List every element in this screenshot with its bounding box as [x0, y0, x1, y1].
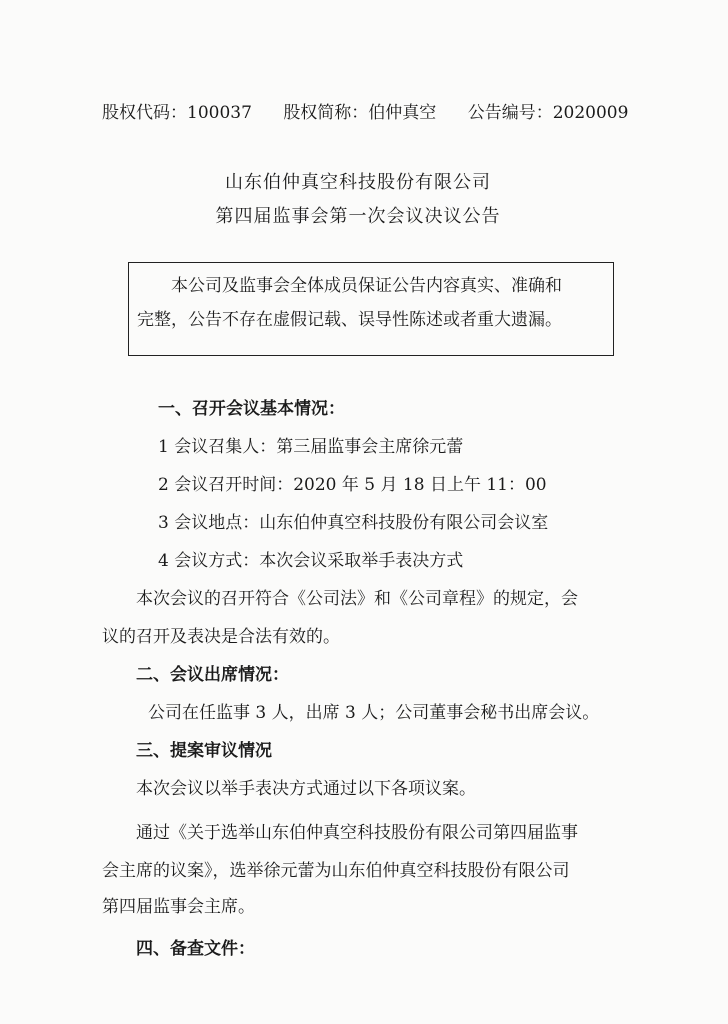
- resolution-paragraph-line-3: 第四届监事会主席。: [102, 897, 255, 917]
- legality-paragraph-line-2: 议的召开及表决是合法有效的。: [102, 627, 340, 647]
- section-3-heading: 三、提案审议情况: [136, 741, 272, 761]
- resolution-paragraph-line-2: 会主席的议案》，选举徐元蕾为山东伯仲真空科技股份有限公司: [102, 861, 570, 881]
- section-2-heading: 二、会议出席情况：: [136, 665, 289, 685]
- section-1-heading: 一、召开会议基本情况：: [158, 399, 345, 419]
- guarantee-notice-box: [128, 262, 614, 356]
- attendance-text: 公司在任监事 3 人，出席 3 人；公司董事会秘书出席会议。: [148, 703, 600, 723]
- announcement-title: 第四届监事会第一次会议决议公告: [215, 206, 501, 227]
- notice-line-2: 完整，公告不存在虚假记载、误导性陈述或者重大遗漏。: [137, 310, 562, 330]
- meeting-convener: 1 会议召集人：第三届监事会主席徐元蕾: [158, 437, 464, 457]
- voting-text: 本次会议以举手表决方式通过以下各项议案。: [136, 779, 476, 799]
- company-title: 山东伯仲真空科技股份有限公司: [225, 172, 491, 193]
- stock-name: 股权简称：伯仲真空: [283, 103, 437, 123]
- meeting-location: 3 会议地点：山东伯仲真空科技股份有限公司会议室: [158, 513, 549, 533]
- section-4-heading: 四、备查文件：: [136, 939, 255, 959]
- announcement-header: [102, 98, 642, 123]
- meeting-time: 2 会议召开时间：2020 年 5 月 18 日上午 11：00: [158, 475, 547, 495]
- legality-paragraph-line-1: 本次会议的召开符合《公司法》和《公司章程》的规定，会: [136, 589, 578, 609]
- notice-line-1: 本公司及监事会全体成员保证公告内容真实、准确和: [171, 276, 562, 296]
- meeting-method: 4 会议方式：本次会议采取举手表决方式: [158, 551, 464, 571]
- stock-code: 股权代码：100037: [102, 103, 252, 123]
- resolution-paragraph-line-1: 通过《关于选举山东伯仲真空科技股份有限公司第四届监事: [136, 823, 578, 843]
- announcement-number: 公告编号：2020009: [467, 103, 629, 123]
